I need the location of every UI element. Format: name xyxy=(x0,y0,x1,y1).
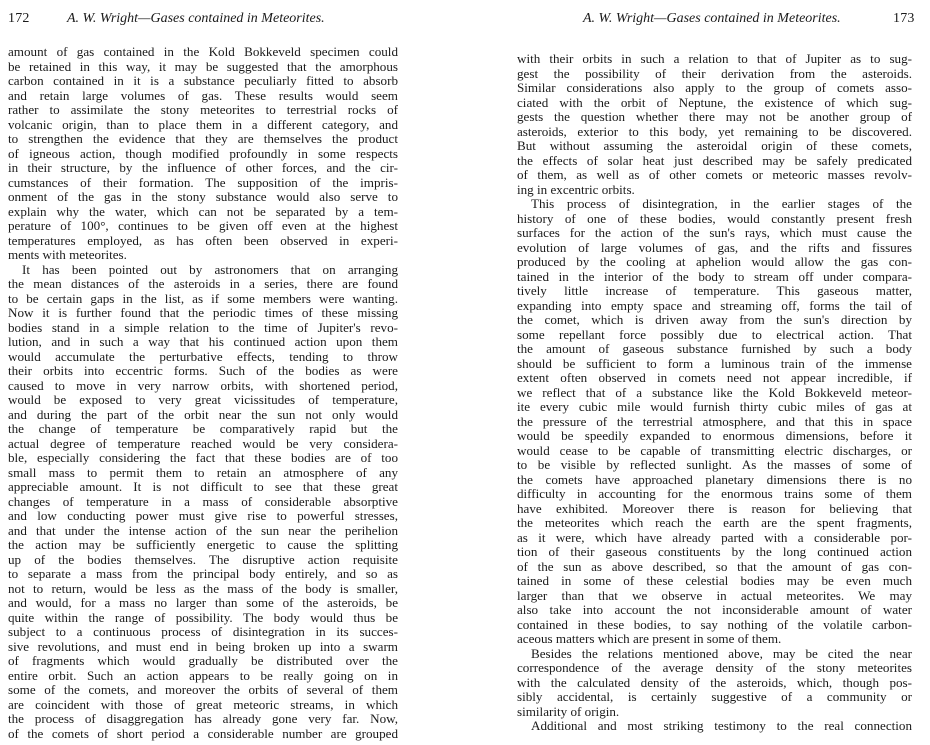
text-line: to separate a mass from the principal body entirely, and so as xyxy=(8,566,398,581)
text-line: with their orbits in such a relation to that of Jupiter as to sug- xyxy=(517,51,912,66)
page-body xyxy=(8,45,398,741)
text-line: would cease to be capable of transmitting electric discharges, or xyxy=(517,442,912,458)
text-line: are coincident with those of great meteoric streams, in which xyxy=(8,696,398,712)
text-line: evolution of large volumes of gas, and the rifts and fissures xyxy=(517,239,912,255)
text-line: amount of gas contained in the Kold Bokkeveld specimen could xyxy=(8,44,398,59)
text-line: have exhibited. Moreover there is reason for believing that xyxy=(517,500,912,516)
text-line: gests the question whether there may not be another group of xyxy=(517,109,912,124)
text-line: Additional and most striking testimony to the real connection xyxy=(531,718,912,733)
text-line: This process of disintegration, in the earlier stages of the xyxy=(531,196,912,211)
text-line: actual degree of temperature reached would be very considera- xyxy=(8,435,398,451)
text-line: of igneous action, though modified profoundly in some respects xyxy=(8,145,398,161)
text-line: ments with meteorites. xyxy=(8,247,127,262)
text-line: the comets have approached planetary dimensions there is no xyxy=(517,471,912,487)
text-line: the comet, which is driven away from the sun's direction by xyxy=(517,312,912,327)
text-line: tively little increase of temperature. This gaseous matter, xyxy=(517,283,912,298)
text-line: and that under the intense action of the sun near the perihelion xyxy=(8,522,398,538)
text-line: Similar considerations also apply to the group of comets asso- xyxy=(517,80,912,95)
text-line: not to return, would be less as the mass of the body is smaller, xyxy=(8,580,398,596)
text-line: lution, and in such a way that his continued action upon them xyxy=(8,334,398,349)
text-line: ing in excentric orbits. xyxy=(517,181,635,197)
text-line: with the calculated density of the asteroids, which, though pos- xyxy=(517,674,912,690)
text-line: ble, especially considering the fact that these bodies are of too xyxy=(8,450,398,465)
text-line: cumstances of their formation. The supposition of the impris- xyxy=(8,174,398,190)
text-line: as it were, which have already parted with a considerable por- xyxy=(517,529,912,545)
text-line: would be speedily expanded to enormous dimensions, before it xyxy=(517,428,912,443)
text-line: the action may be sufficiently energetic to cause the splitting xyxy=(8,537,398,552)
running-head: A. W. Wright—Gases contained in Meteorites. xyxy=(67,11,325,26)
text-line: the mean distances of the asteroids in a series, there are found xyxy=(8,276,398,291)
text-line: larger than that we observe in actual meteorites. We may xyxy=(517,587,912,603)
text-line: Besides the relations mentioned above, may be cited the near xyxy=(531,645,912,661)
text-line: also take into account the not inconsiderable amount of water xyxy=(517,602,912,617)
text-line: carbon contained in it is a substance peculiarly fitted to absorb xyxy=(8,73,398,88)
text-line: their orbits into eccentric forms. Such of the bodies as were xyxy=(8,363,398,378)
text-line: onment of the gas in the stony substance would also serve to xyxy=(8,189,398,204)
text-line: correspondence of the average density of the stony meteorites xyxy=(517,660,912,675)
text-line: asteroids, exterior to this body, yet remaining to be discovered. xyxy=(517,123,912,139)
text-line: the change of temperature be comparatively rapid but the xyxy=(8,421,398,436)
text-line: to be certain gaps in the list, as if some members were wanting. xyxy=(8,290,398,306)
text-line: gest the possibility of their derivation from the asteroids. xyxy=(517,65,912,81)
text-line: be retained in this way, it may be suggested that the amorphous xyxy=(8,58,398,74)
text-line: should be sufficient to form a luminous train of the immense xyxy=(517,355,912,371)
text-line: volcanic origin, than to place them in a different category, and xyxy=(8,116,398,132)
text-line: perature of 100°, continues to be given off even at the highest xyxy=(8,218,398,233)
text-line: tained in the interior of the body to stream off under compara- xyxy=(517,268,912,284)
text-line: tion of their gaseous constituents by the long continued action xyxy=(517,544,912,559)
text-line: some of the comets, and moreover the orbits of several of them xyxy=(8,682,398,697)
text-line: the meteorites which reach the earth are the spent fragments, xyxy=(517,515,912,530)
text-line: would accumulate the perturbative effects, tending to throw xyxy=(8,348,398,364)
text-line: to strengthen the evidence that they are themselves the product xyxy=(8,131,398,146)
text-line: surfaces for the action of the sun's rays, which must cause the xyxy=(517,225,912,240)
text-line: would be exposed to very great vicissitudes of temperature, xyxy=(8,392,398,407)
text-line: some repellant force possibly due to electrical action. That xyxy=(517,326,912,342)
text-line: changes of temperature in a mass of considerable absorptive xyxy=(8,493,398,509)
text-line: contained in these bodies, to say nothing of the volatile carbon- xyxy=(517,616,912,632)
running-head: A. W. Wright—Gases contained in Meteorites. xyxy=(583,11,841,26)
text-line: bodies stand in a simple relation to the time of Jupiter's revo- xyxy=(8,319,398,335)
right-page xyxy=(465,0,930,745)
text-line: and retain large volumes of gas. These results would seem xyxy=(8,87,398,103)
text-line: difficulty in accounting for the enormous trains some of them xyxy=(517,486,912,501)
text-line: we reflect that of a substance like the Kold Bokkeveld meteor- xyxy=(517,384,912,400)
text-line: small mass to permit them to retain an atmosphere of any xyxy=(8,464,398,480)
text-line: explain why the water, which can not be separated by a tem- xyxy=(8,203,398,219)
text-line: temperatures employed, as has often been observed in experi- xyxy=(8,232,398,248)
text-line: history of one of these bodies, would constantly present fresh xyxy=(517,210,912,226)
text-line: subject to a continuous process of disintegration in its succes- xyxy=(8,624,398,639)
text-line: the amount of gaseous substance furnished by such a body xyxy=(517,341,912,356)
text-line: and low conducting power must give rise to powerful stresses, xyxy=(8,508,398,523)
text-line: similarity of origin. xyxy=(517,703,620,719)
text-line: the process of disaggregation has already gone very far. Now, xyxy=(8,711,398,726)
text-line: the pressure of the terrestrial atmosphere, and that this in space xyxy=(517,413,912,429)
text-line: Now it is further found that the periodic times of these missing xyxy=(8,305,398,320)
text-line: the effects of solar heat just described may be safely predicated xyxy=(517,152,912,168)
text-line: caused to move in very narrow orbits, with shortened period, xyxy=(8,377,398,393)
text-line: appreciable amount. It is not difficult to see that these great xyxy=(8,479,398,494)
text-line: of fragments which would gradually be distributed over the xyxy=(8,653,398,668)
text-line: sibly accidental, is certainly suggestive of a community or xyxy=(517,689,912,704)
text-line: entire orbit. Such an action appears to be really going on in xyxy=(8,667,398,683)
text-line: of the sun as above described, so that the amount of gas con- xyxy=(517,558,912,574)
text-line: quite within the range of possibility. The body would thus be xyxy=(8,609,398,625)
text-line: produced by the cooling at aphelion would allow the gas con- xyxy=(517,254,912,269)
text-line: and during the part of the orbit near the sun not only would xyxy=(8,406,398,422)
text-line: tained in some of these celestial bodies may be even much xyxy=(517,573,912,588)
text-line: in their structure, by the influence of other forces, and the cir- xyxy=(8,160,398,175)
text-line: of them, as well as of other comets or meteoric masses revolv- xyxy=(517,167,912,182)
text-line: ciated with the orbit of Neptune, the existence of which sug- xyxy=(517,94,912,110)
text-line: ite every cubic mile would furnish thirty cubic miles of gas at xyxy=(517,399,912,414)
text-line: aceous matters which are present in some of them. xyxy=(517,631,782,646)
text-line: extent often observed in comets need not appear incredible, if xyxy=(517,370,912,385)
text-line: rather to assimilate the stony meteorites to terrestrial rocks of xyxy=(8,102,398,117)
text-line: up of the bodies themselves. The disruptive action requisite xyxy=(8,551,398,567)
text-line: to be visible by reflected sunlight. As the masses of some of xyxy=(517,457,912,472)
page-body xyxy=(517,52,912,734)
page-number: 172 xyxy=(8,11,30,26)
text-line: expanding into empty space and streaming off, forms the tail of xyxy=(517,297,912,313)
page-number: 173 xyxy=(893,11,915,26)
text-line: But without assuming the asteroidal origin of these comets, xyxy=(517,138,912,153)
text-line: of the comets of short period a considerable number are grouped xyxy=(8,725,398,741)
text-line: and would, for a mass no larger than some of the asteroids, be xyxy=(8,595,398,610)
text-line: sive revolutions, and must end in being broken up into a swarm xyxy=(8,638,398,654)
text-line: It has been pointed out by astronomers that on arranging xyxy=(22,261,398,277)
